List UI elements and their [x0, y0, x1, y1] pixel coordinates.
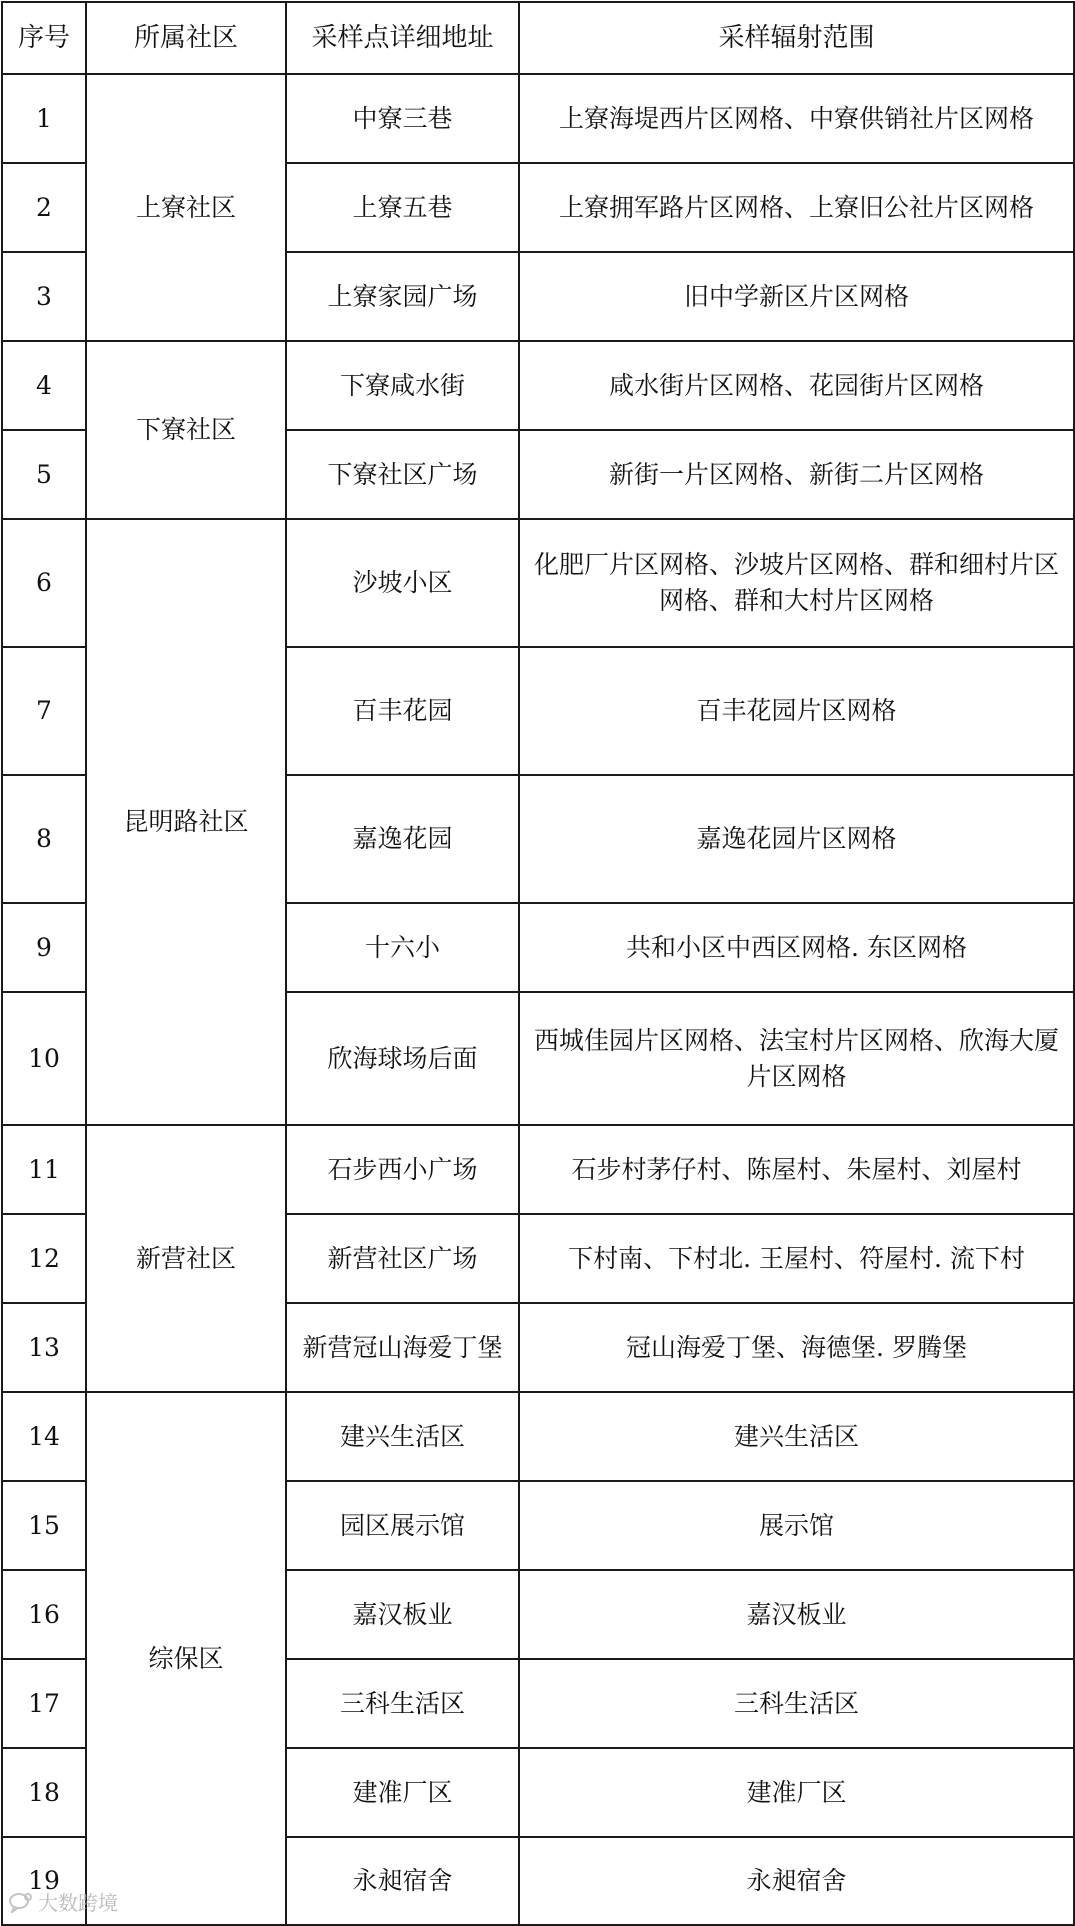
row-index: 7	[2, 647, 86, 775]
community-cell: 昆明路社区	[86, 519, 286, 1125]
scope-cell: 冠山海爱丁堡、海德堡. 罗腾堡	[519, 1303, 1074, 1392]
address-cell: 欣海球场后面	[286, 992, 519, 1125]
address-cell: 十六小	[286, 903, 519, 992]
scope-cell: 建兴生活区	[519, 1392, 1074, 1481]
row-index: 18	[2, 1748, 86, 1837]
header-community: 所属社区	[86, 2, 286, 74]
table-row	[2, 341, 1074, 430]
row-index: 1	[2, 74, 86, 163]
scope-cell: 上寮拥军路片区网格、上寮旧公社片区网格	[519, 163, 1074, 252]
row-index: 6	[2, 519, 86, 647]
scope-cell: 新街一片区网格、新街二片区网格	[519, 430, 1074, 519]
address-cell: 建准厂区	[286, 1748, 519, 1837]
header-scope: 采样辐射范围	[519, 2, 1074, 74]
address-cell: 下寮咸水街	[286, 341, 519, 430]
community-cell: 综保区	[86, 1392, 286, 1925]
table-row	[2, 74, 1074, 163]
watermark	[8, 1887, 118, 1916]
row-index: 2	[2, 163, 86, 252]
scope-cell: 嘉逸花园片区网格	[519, 775, 1074, 903]
community-cell: 上寮社区	[86, 74, 286, 341]
scope-cell: 石步村茅仔村、陈屋村、朱屋村、刘屋村	[519, 1125, 1074, 1214]
header-row	[2, 2, 1074, 74]
address-cell: 上寮五巷	[286, 163, 519, 252]
address-cell: 建兴生活区	[286, 1392, 519, 1481]
row-index: 17	[2, 1659, 86, 1748]
scope-cell: 三科生活区	[519, 1659, 1074, 1748]
address-cell: 永昶宿舍	[286, 1837, 519, 1925]
address-cell: 石步西小广场	[286, 1125, 519, 1214]
table-row	[2, 1125, 1074, 1214]
scope-cell: 建准厂区	[519, 1748, 1074, 1837]
watermark-text: 大数跨境	[38, 1891, 118, 1915]
row-index: 11	[2, 1125, 86, 1214]
header-index: 序号	[2, 2, 86, 74]
row-index: 4	[2, 341, 86, 430]
address-cell: 三科生活区	[286, 1659, 519, 1748]
row-index: 13	[2, 1303, 86, 1392]
row-index: 8	[2, 775, 86, 903]
table-row	[2, 1392, 1074, 1481]
address-cell: 上寮家园广场	[286, 252, 519, 341]
table-row	[2, 519, 1074, 647]
address-cell: 新营冠山海爱丁堡	[286, 1303, 519, 1392]
address-cell: 园区展示馆	[286, 1481, 519, 1570]
row-index: 3	[2, 252, 86, 341]
scope-cell: 展示馆	[519, 1481, 1074, 1570]
scope-cell: 上寮海堤西片区网格、中寮供销社片区网格	[519, 74, 1074, 163]
community-cell: 新营社区	[86, 1125, 286, 1392]
address-cell: 嘉汉板业	[286, 1570, 519, 1659]
row-index: 5	[2, 430, 86, 519]
scope-cell: 西城佳园片区网格、法宝村片区网格、欣海大厦片区网格	[519, 992, 1074, 1125]
address-cell: 中寮三巷	[286, 74, 519, 163]
sampling-points-table	[1, 1, 1075, 1926]
community-cell: 下寮社区	[86, 341, 286, 519]
scope-cell: 化肥厂片区网格、沙坡片区网格、群和细村片区网格、群和大村片区网格	[519, 519, 1074, 647]
address-cell: 百丰花园	[286, 647, 519, 775]
row-index: 14	[2, 1392, 86, 1481]
row-index: 10	[2, 992, 86, 1125]
scope-cell: 咸水街片区网格、花园街片区网格	[519, 341, 1074, 430]
address-cell: 新营社区广场	[286, 1214, 519, 1303]
header-address: 采样点详细地址	[286, 2, 519, 74]
table-body	[2, 74, 1074, 1925]
bubble-logo-icon	[8, 1891, 34, 1913]
scope-cell: 百丰花园片区网格	[519, 647, 1074, 775]
address-cell: 沙坡小区	[286, 519, 519, 647]
scope-cell: 永昶宿舍	[519, 1837, 1074, 1925]
scope-cell: 嘉汉板业	[519, 1570, 1074, 1659]
address-cell: 嘉逸花园	[286, 775, 519, 903]
row-index: 16	[2, 1570, 86, 1659]
row-index: 15	[2, 1481, 86, 1570]
scope-cell: 共和小区中西区网格. 东区网格	[519, 903, 1074, 992]
row-index: 12	[2, 1214, 86, 1303]
scope-cell: 下村南、下村北. 王屋村、符屋村. 流下村	[519, 1214, 1074, 1303]
row-index: 19	[2, 1837, 86, 1925]
scope-cell: 旧中学新区片区网格	[519, 252, 1074, 341]
row-index: 9	[2, 903, 86, 992]
address-cell: 下寮社区广场	[286, 430, 519, 519]
